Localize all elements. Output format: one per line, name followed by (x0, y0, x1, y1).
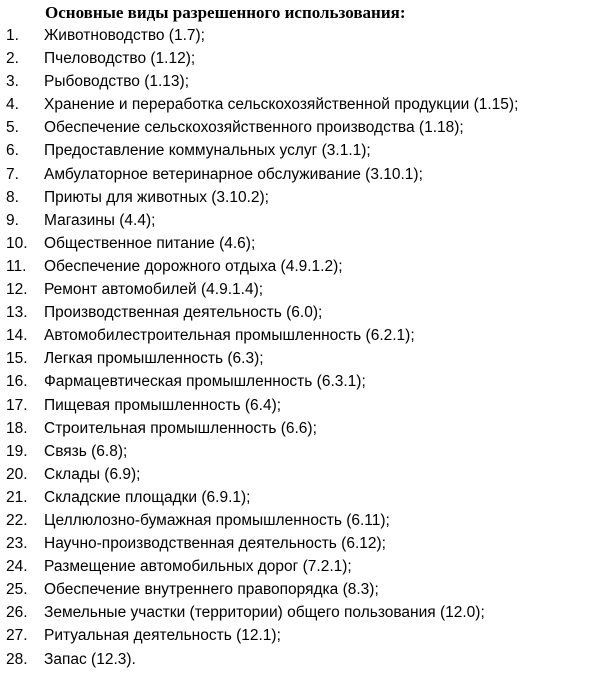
list-item (0, 601, 518, 624)
list-item-text: Обеспечение дорожного отдыха (4.9.1.2); (44, 257, 343, 275)
list-item (0, 301, 518, 324)
list-item-text: Размещение автомобильных дорог (7.2.1); (44, 558, 352, 576)
list-item-number: 4. (6, 96, 19, 114)
list-item-number: 18. (6, 419, 28, 437)
list-item (0, 394, 518, 417)
list-item-text: Запас (12.3). (44, 650, 136, 668)
list-item-text: Хранение и переработка сельскохозяйственной продукции (1.15); (44, 96, 519, 114)
list-item-text: Склады (6.9); (44, 465, 141, 483)
list-item-number: 13. (6, 304, 28, 322)
list-item-number: 26. (6, 604, 28, 622)
list-item (0, 163, 518, 186)
list-item-text: Приюты для животных (3.10.2); (44, 188, 269, 206)
list-item-number: 10. (6, 234, 28, 252)
list-item-number: 17. (6, 396, 28, 414)
list-item-number: 2. (6, 50, 19, 68)
list-item-number: 12. (6, 281, 28, 299)
list-item-text: Магазины (4.4); (44, 211, 156, 229)
list-item-text: Амбулаторное ветеринарное обслуживание (3.10.1); (44, 165, 423, 183)
list-item (0, 209, 518, 232)
list-item-number: 15. (6, 350, 28, 368)
list-item-text: Обеспечение сельскохозяйственного производства (1.18); (44, 119, 464, 137)
list-item-text: Пищевая промышленность (6.4); (44, 396, 282, 414)
list-item-text: Складские площадки (6.9.1); (44, 488, 251, 506)
list-item-text: Производственная деятельность (6.0); (44, 304, 323, 322)
list-item-number: 5. (6, 119, 19, 137)
list-item-text: Научно-производственная деятельность (6.12); (44, 535, 386, 553)
list-item-number: 7. (6, 165, 19, 183)
list-item (0, 555, 518, 578)
list-item-text: Легкая промышленность (6.3); (44, 350, 264, 368)
list-item (0, 648, 518, 671)
list-item-number: 24. (6, 558, 28, 576)
list-item (0, 324, 518, 347)
list-item-text: Пчеловодство (1.12); (44, 50, 196, 68)
list-item (0, 93, 518, 116)
list-item (0, 232, 518, 255)
list-item-number: 14. (6, 327, 28, 345)
list-item-number: 21. (6, 488, 28, 506)
list-item (0, 417, 518, 440)
list-item (0, 47, 518, 70)
list-item-number: 9. (6, 211, 19, 229)
list-item (0, 463, 518, 486)
list-item (0, 370, 518, 393)
list-item-number: 20. (6, 465, 28, 483)
list-item (0, 278, 518, 301)
list-item-number: 8. (6, 188, 19, 206)
list-item-text: Связь (6.8); (44, 442, 128, 460)
permitted-uses-list (0, 24, 518, 671)
list-item (0, 440, 518, 463)
list-item-text: Предоставление коммунальных услуг (3.1.1); (44, 142, 371, 160)
list-item (0, 347, 518, 370)
list-item (0, 139, 518, 162)
list-item-text: Строительная промышленность (6.6); (44, 419, 317, 437)
list-item (0, 255, 518, 278)
list-item (0, 486, 518, 509)
list-item (0, 116, 518, 139)
list-item-number: 23. (6, 535, 28, 553)
list-item-text: Обеспечение внутреннего правопорядка (8.3); (44, 581, 379, 599)
list-item (0, 186, 518, 209)
list-item (0, 578, 518, 601)
list-item-text: Животноводство (1.7); (44, 27, 205, 44)
list-item-number: 16. (6, 373, 28, 391)
list-item-text: Фармацевтическая промышленность (6.3.1); (44, 373, 366, 391)
list-item-number: 1. (6, 27, 19, 44)
list-item (0, 24, 518, 47)
list-item-number: 22. (6, 511, 28, 529)
list-item-text: Ремонт автомобилей (4.9.1.4); (44, 281, 264, 299)
list-item (0, 70, 518, 93)
list-item-number: 25. (6, 581, 28, 599)
list-item-text: Целлюлозно-бумажная промышленность (6.11); (44, 511, 390, 529)
list-item (0, 532, 518, 555)
list-item-number: 27. (6, 627, 28, 645)
list-item-text: Рыбоводство (1.13); (44, 73, 189, 91)
list-item (0, 624, 518, 647)
list-item-number: 11. (6, 257, 27, 275)
list-item-number: 3. (6, 73, 19, 91)
list-item-number: 28. (6, 650, 28, 668)
list-item (0, 509, 518, 532)
list-item-text: Общественное питание (4.6); (44, 234, 256, 252)
list-item-text: Земельные участки (территории) общего пользования (12.0); (44, 604, 485, 622)
list-heading: Основные виды разрешенного использования: (45, 3, 406, 22)
list-item-text: Ритуальная деятельность (12.1); (44, 627, 281, 645)
list-item-number: 6. (6, 142, 19, 160)
list-item-text: Автомобилестроительная промышленность (6.2.1); (44, 327, 415, 345)
list-item-number: 19. (6, 442, 28, 460)
